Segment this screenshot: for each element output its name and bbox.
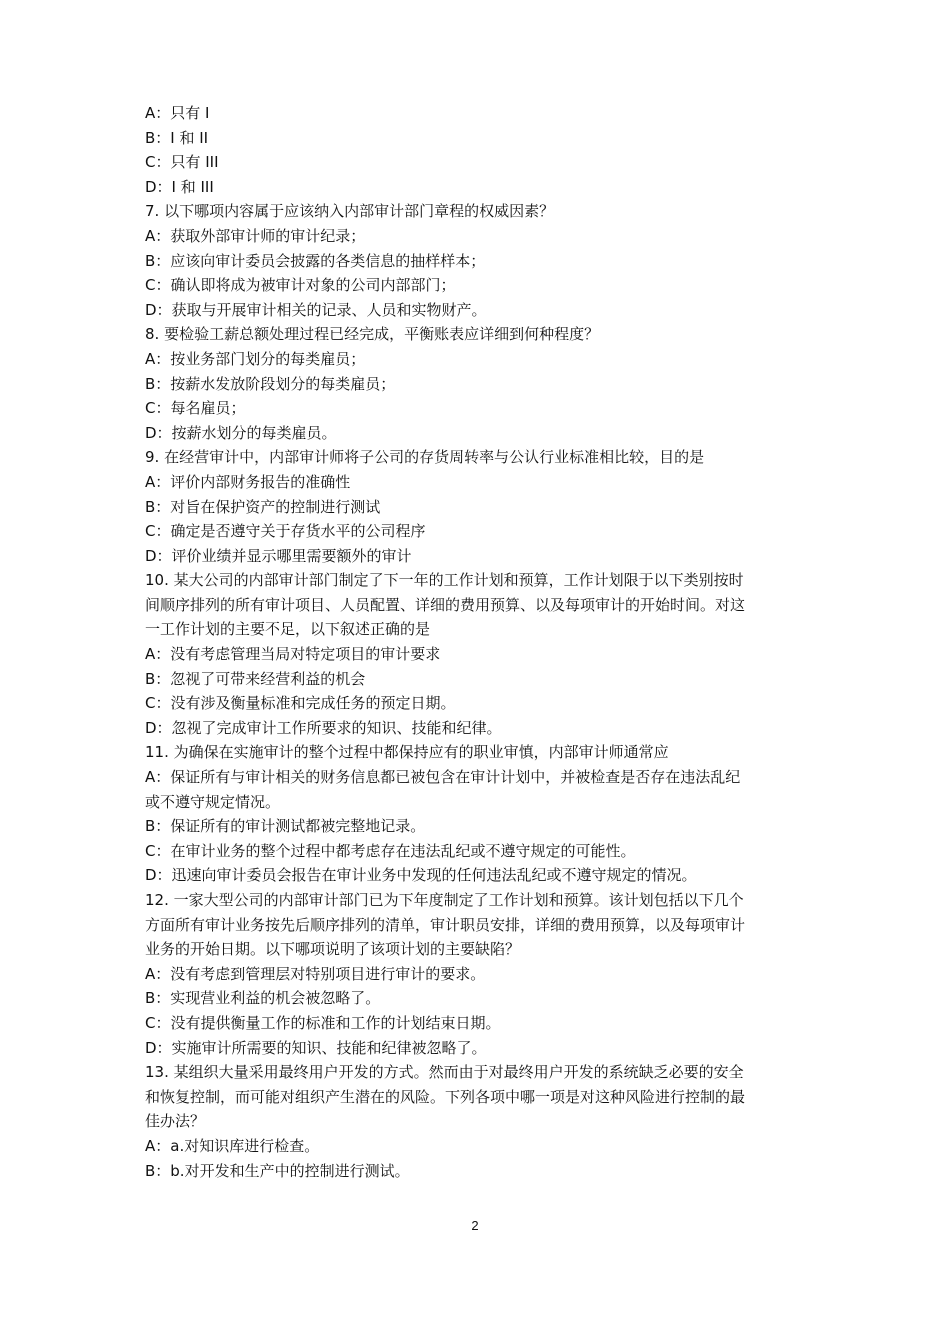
text-line: C：没有提供衡量工作的标准和工作的计划结束日期。 — [145, 1013, 501, 1032]
text-line: B：应该向审计委员会披露的各类信息的抽样样本； — [145, 251, 486, 270]
text-line: 13. 某组织大量采用最终用户开发的方式。然而由于对最终用户开发的系统缺乏必要的安全 — [145, 1063, 744, 1082]
text-line: D：实施审计所需要的知识、技能和纪律被忽略了。 — [145, 1038, 487, 1057]
text-line: C：只有 III — [145, 153, 219, 172]
text-line: C：每名雇员； — [145, 399, 246, 418]
text-line: 9. 在经营审计中，内部审计师将子公司的存货周转率与公认行业标准相比较，目的是 — [145, 448, 705, 467]
text-line: 业务的开始日期。以下哪项说明了该项计划的主要缺陷？ — [145, 940, 521, 959]
text-line: C：确定是否遵守关于存货水平的公司程序 — [145, 522, 426, 541]
text-line: 一工作计划的主要不足，以下叙述正确的是 — [145, 620, 431, 639]
text-line: A：只有 I — [145, 104, 210, 122]
text-line: D：评价业绩并显示哪里需要额外的审计 — [145, 546, 412, 565]
text-line: B：按薪水发放阶段划分的每类雇员； — [145, 374, 396, 393]
text-line: 或不遵守规定情况。 — [145, 792, 281, 811]
text-line: B：对旨在保护资产的控制进行测试 — [145, 497, 381, 516]
text-line: A：评价内部财务报告的准确性 — [145, 472, 351, 491]
text-line: 佳办法？ — [145, 1112, 206, 1131]
text-line: 11. 为确保在实施审计的整个过程中都保持应有的职业审慎，内部审计师通常应 — [145, 743, 669, 762]
text-line: D：迅速向审计委员会报告在审计业务中发现的任何违法乱纪或不遵守规定的情况。 — [145, 866, 697, 885]
text-line: D：按薪水划分的每类雇员。 — [145, 423, 337, 442]
text-line: B：忽视了可带来经营利益的机会 — [145, 669, 366, 688]
text-line: 8. 要检验工薪总额处理过程已经完成，平衡账表应详细到何种程度？ — [145, 325, 600, 344]
text-line: B：I 和 II — [145, 128, 209, 147]
text-line: A：没有考虑到管理层对特别项目进行审计的要求。 — [145, 964, 486, 983]
text-line: A：获取外部审计师的审计纪录； — [145, 226, 366, 245]
text-line: A：没有考虑管理当局对特定项目的审计要求 — [145, 645, 441, 664]
text-line: D：忽视了完成审计工作所要求的知识、技能和纪律。 — [145, 718, 502, 737]
text-line: D：I 和 III — [145, 177, 214, 196]
page-number: 2 — [471, 1218, 479, 1233]
text-line: 和恢复控制，而可能对组织产生潜在的风险。下列各项中哪一项是对这种风险进行控制的最 — [145, 1087, 746, 1106]
text-line: 间顺序排列的所有审计项目、人员配置、详细的费用预算、以及每项审计的开始时间。对这 — [145, 595, 746, 614]
text-line: A：按业务部门划分的每类雇员； — [145, 349, 366, 368]
text-line: 方面所有审计业务按先后顺序排列的清单，审计职员安排，详细的费用预算，以及每项审计 — [145, 915, 746, 934]
text-line: 12. 一家大型公司的内部审计部门已为下年度制定了工作计划和预算。该计划包括以下几个 — [145, 891, 744, 909]
text-line: A：a.对知识库进行检查。 — [145, 1136, 320, 1155]
text-line: C：在审计业务的整个过程中都考虑存在违法乱纪或不遵守规定的可能性。 — [145, 841, 636, 860]
text-line: A：保证所有与审计相关的财务信息都已被包含在审计计划中，并被检查是否存在违法乱纪 — [145, 768, 741, 787]
text-line: D：获取与开展审计相关的记录、人员和实物财产。 — [145, 300, 487, 319]
text-line: B：实现营业利益的机会被忽略了。 — [145, 989, 381, 1008]
text-line: C：确认即将成为被审计对象的公司内部部门； — [145, 276, 456, 295]
text-line: 10. 某大公司的内部审计部门制定了下一年的工作计划和预算，工作计划限于以下类别按时 — [145, 571, 744, 590]
text-line: B：b.对开发和生产中的控制进行测试。 — [145, 1161, 410, 1180]
text-line: B：保证所有的审计测试都被完整地记录。 — [145, 817, 426, 836]
text-line: 7. 以下哪项内容属于应该纳入内部审计部门章程的权威因素？ — [145, 202, 555, 221]
text-line: C：没有涉及衡量标准和完成任务的预定日期。 — [145, 694, 456, 713]
document-body — [145, 101, 813, 1183]
